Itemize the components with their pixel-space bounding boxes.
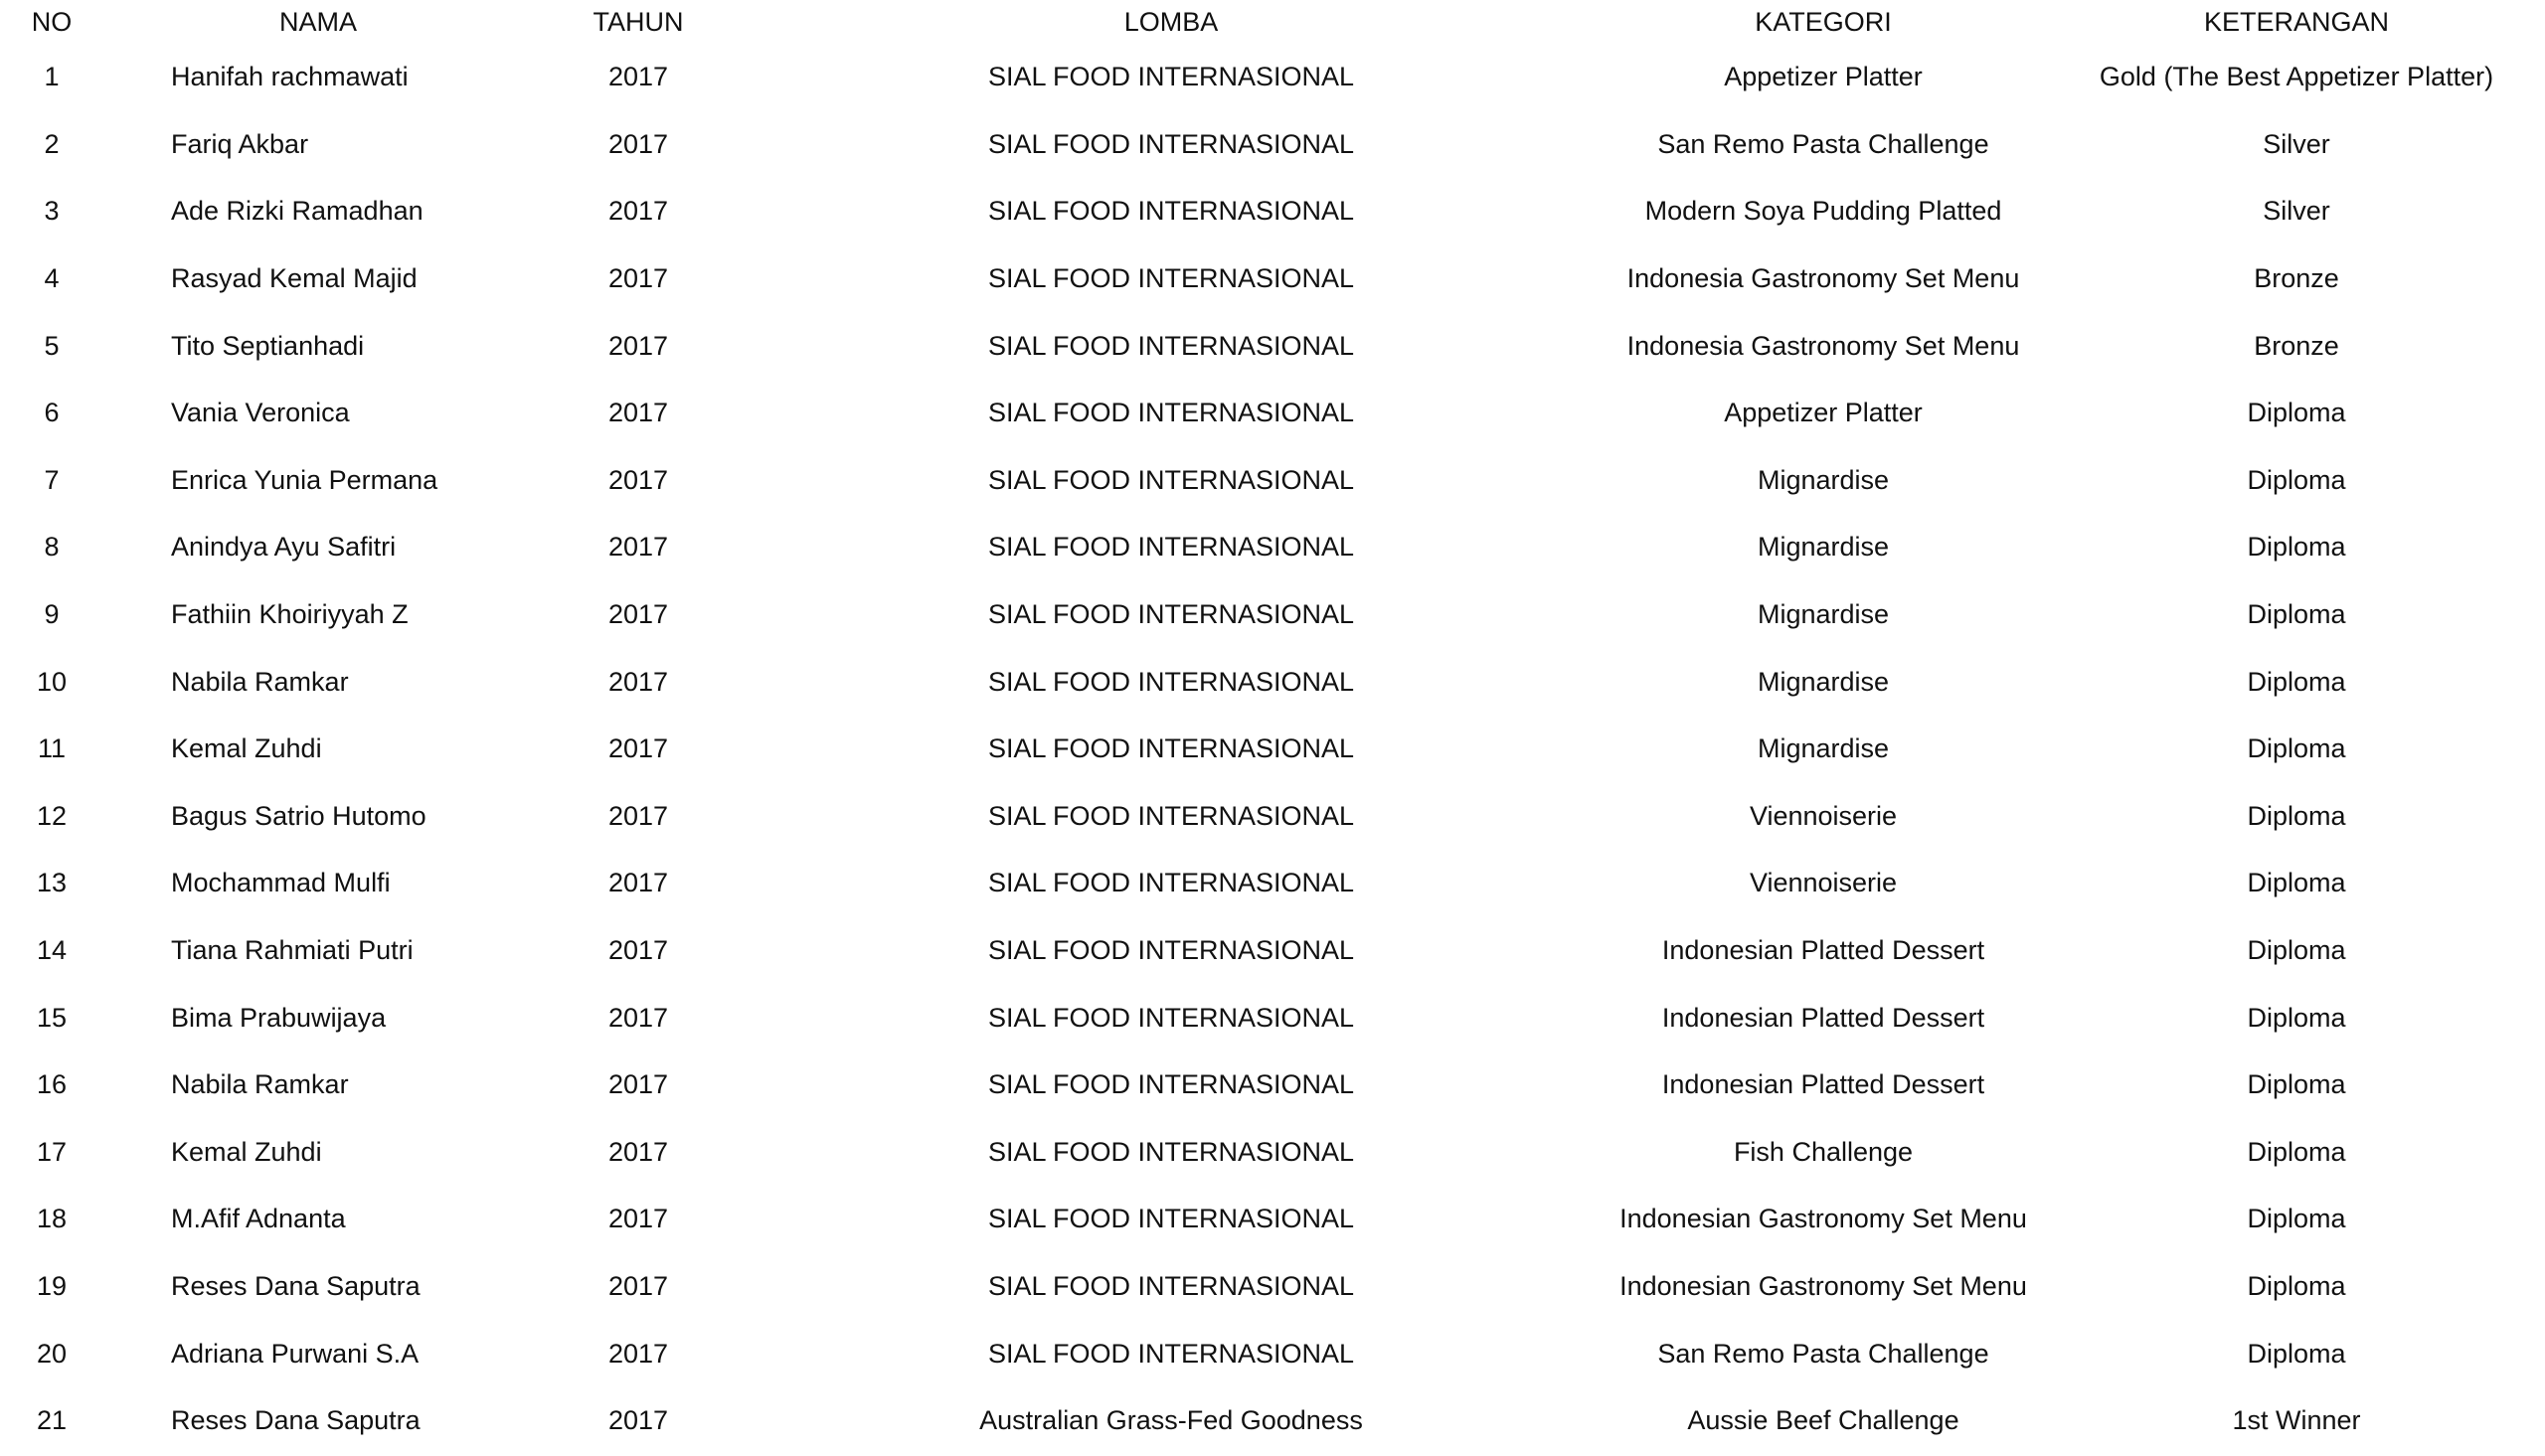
cell-kategori: Viennoiserie xyxy=(1749,868,1898,898)
header-row xyxy=(0,0,2545,44)
cell-tahun: 2017 xyxy=(607,196,669,227)
table-row xyxy=(0,178,2545,245)
cell-lomba: SIAL FOOD INTERNASIONAL xyxy=(987,733,1355,764)
cell-nama: Enrica Yunia Permana xyxy=(171,464,438,495)
cell-nama: Bima Prabuwijaya xyxy=(171,1002,387,1033)
cell-no: 8 xyxy=(44,532,60,563)
cell-tahun: 2017 xyxy=(607,1338,669,1369)
table-row xyxy=(0,111,2545,179)
cell-no: 4 xyxy=(44,263,60,294)
table-row xyxy=(0,783,2545,851)
cell-keterangan: Diploma xyxy=(2247,1270,2346,1301)
cell-kategori: San Remo Pasta Challenge xyxy=(1657,1338,1989,1369)
cell-no: 21 xyxy=(36,1405,68,1436)
cell-kategori: Indonesian Gastronomy Set Menu xyxy=(1619,1270,2027,1301)
table-row xyxy=(0,447,2545,515)
cell-keterangan: Silver xyxy=(2263,196,2330,227)
cell-tahun: 2017 xyxy=(607,1270,669,1301)
cell-no: 5 xyxy=(44,330,60,361)
cell-tahun: 2017 xyxy=(607,330,669,361)
cell-lomba: SIAL FOOD INTERNASIONAL xyxy=(987,1270,1355,1301)
cell-nama: Ade Rizki Ramadhan xyxy=(171,196,424,227)
cell-nama: Tiana Rahmiati Putri xyxy=(171,935,414,966)
cell-nama: Kemal Zuhdi xyxy=(171,733,322,764)
cell-lomba: SIAL FOOD INTERNASIONAL xyxy=(987,128,1355,159)
cell-lomba: SIAL FOOD INTERNASIONAL xyxy=(987,398,1355,428)
cell-kategori: Appetizer Platter xyxy=(1724,398,1923,428)
table-row xyxy=(0,1186,2545,1253)
cell-no: 3 xyxy=(44,196,60,227)
cell-lomba: SIAL FOOD INTERNASIONAL xyxy=(987,1136,1355,1167)
cell-tahun: 2017 xyxy=(607,800,669,831)
cell-keterangan: Gold (The Best Appetizer Platter) xyxy=(2099,62,2494,92)
cell-keterangan: Diploma xyxy=(2247,398,2346,428)
cell-no: 12 xyxy=(36,800,68,831)
table-row xyxy=(0,850,2545,917)
cell-tahun: 2017 xyxy=(607,1069,669,1100)
cell-no: 20 xyxy=(36,1338,68,1369)
cell-kategori: Mignardise xyxy=(1757,599,1890,630)
cell-keterangan: Diploma xyxy=(2247,868,2346,898)
table-row xyxy=(0,1119,2545,1187)
table-row xyxy=(0,917,2545,985)
cell-lomba: SIAL FOOD INTERNASIONAL xyxy=(987,800,1355,831)
cell-tahun: 2017 xyxy=(607,1136,669,1167)
cell-keterangan: Diploma xyxy=(2247,1002,2346,1033)
cell-keterangan: Diploma xyxy=(2247,800,2346,831)
cell-lomba: SIAL FOOD INTERNASIONAL xyxy=(987,1338,1355,1369)
cell-keterangan: Diploma xyxy=(2247,1136,2346,1167)
cell-no: 2 xyxy=(44,128,60,159)
cell-tahun: 2017 xyxy=(607,868,669,898)
cell-no: 13 xyxy=(36,868,68,898)
table-row xyxy=(0,581,2545,649)
cell-kategori: Indonesia Gastronomy Set Menu xyxy=(1626,263,2020,294)
table-header xyxy=(0,0,2545,44)
cell-nama: Fariq Akbar xyxy=(171,128,309,159)
table-row xyxy=(0,716,2545,783)
cell-no: 11 xyxy=(37,733,67,764)
cell-lomba: SIAL FOOD INTERNASIONAL xyxy=(987,330,1355,361)
table-row xyxy=(0,984,2545,1052)
cell-keterangan: 1st Winner xyxy=(2232,1405,2361,1436)
cell-kategori: Indonesian Platted Dessert xyxy=(1661,935,1985,966)
cell-kategori: Aussie Beef Challenge xyxy=(1687,1405,1959,1436)
cell-keterangan: Silver xyxy=(2263,128,2330,159)
cell-lomba: SIAL FOOD INTERNASIONAL xyxy=(987,62,1355,92)
header-tahun: TAHUN xyxy=(593,6,684,37)
table-row xyxy=(0,1320,2545,1387)
cell-keterangan: Bronze xyxy=(2254,263,2339,294)
cell-tahun: 2017 xyxy=(607,263,669,294)
cell-lomba: SIAL FOOD INTERNASIONAL xyxy=(987,1002,1355,1033)
cell-lomba: SIAL FOOD INTERNASIONAL xyxy=(987,1069,1355,1100)
cell-no: 14 xyxy=(36,935,68,966)
cell-no: 19 xyxy=(36,1270,68,1301)
cell-kategori: Mignardise xyxy=(1757,733,1890,764)
header-keterangan: KETERANGAN xyxy=(2203,6,2390,37)
cell-lomba: SIAL FOOD INTERNASIONAL xyxy=(987,666,1355,697)
cell-nama: Kemal Zuhdi xyxy=(171,1136,322,1167)
cell-lomba: SIAL FOOD INTERNASIONAL xyxy=(987,196,1355,227)
cell-no: 6 xyxy=(44,398,60,428)
cell-nama: Vania Veronica xyxy=(171,398,350,428)
cell-nama: Anindya Ayu Safitri xyxy=(171,532,397,563)
cell-tahun: 2017 xyxy=(607,935,669,966)
cell-no: 1 xyxy=(44,62,60,92)
header-kategori: KATEGORI xyxy=(1755,6,1892,37)
header-no: NO xyxy=(31,6,73,37)
cell-kategori: Indonesian Gastronomy Set Menu xyxy=(1619,1204,2027,1234)
cell-tahun: 2017 xyxy=(607,599,669,630)
cell-no: 16 xyxy=(36,1069,68,1100)
cell-keterangan: Diploma xyxy=(2247,666,2346,697)
table-row xyxy=(0,312,2545,380)
cell-nama: Reses Dana Saputra xyxy=(171,1270,421,1301)
cell-nama: Mochammad Mulfi xyxy=(171,868,391,898)
cell-kategori: Indonesian Platted Dessert xyxy=(1661,1069,1985,1100)
cell-nama: Rasyad Kemal Majid xyxy=(171,263,418,294)
cell-nama: Tito Septianhadi xyxy=(171,330,365,361)
cell-tahun: 2017 xyxy=(607,128,669,159)
cell-lomba: SIAL FOOD INTERNASIONAL xyxy=(987,935,1355,966)
cell-keterangan: Diploma xyxy=(2247,1069,2346,1100)
cell-lomba: SIAL FOOD INTERNASIONAL xyxy=(987,532,1355,563)
cell-keterangan: Diploma xyxy=(2247,532,2346,563)
table-row xyxy=(0,514,2545,581)
cell-kategori: Modern Soya Pudding Platted xyxy=(1644,196,2002,227)
cell-kategori: Fish Challenge xyxy=(1733,1136,1914,1167)
cell-tahun: 2017 xyxy=(607,1002,669,1033)
cell-kategori: Indonesian Platted Dessert xyxy=(1661,1002,1985,1033)
cell-keterangan: Diploma xyxy=(2247,1204,2346,1234)
cell-tahun: 2017 xyxy=(607,733,669,764)
cell-kategori: Mignardise xyxy=(1757,464,1890,495)
cell-tahun: 2017 xyxy=(607,532,669,563)
cell-tahun: 2017 xyxy=(607,1405,669,1436)
cell-no: 9 xyxy=(44,599,60,630)
cell-keterangan: Bronze xyxy=(2254,330,2339,361)
cell-lomba: SIAL FOOD INTERNASIONAL xyxy=(987,599,1355,630)
cell-tahun: 2017 xyxy=(607,62,669,92)
header-lomba: LOMBA xyxy=(1123,6,1219,37)
cell-no: 17 xyxy=(36,1136,68,1167)
cell-tahun: 2017 xyxy=(607,1204,669,1234)
table-row xyxy=(0,1387,2545,1455)
cell-lomba: SIAL FOOD INTERNASIONAL xyxy=(987,1204,1355,1234)
cell-keterangan: Diploma xyxy=(2247,733,2346,764)
cell-nama: Reses Dana Saputra xyxy=(171,1405,421,1436)
cell-nama: Nabila Ramkar xyxy=(171,666,349,697)
cell-kategori: Mignardise xyxy=(1757,532,1890,563)
cell-kategori: San Remo Pasta Challenge xyxy=(1657,128,1989,159)
table-row xyxy=(0,648,2545,716)
cell-lomba: SIAL FOOD INTERNASIONAL xyxy=(987,263,1355,294)
cell-kategori: Viennoiserie xyxy=(1749,800,1898,831)
cell-no: 18 xyxy=(36,1204,68,1234)
cell-keterangan: Diploma xyxy=(2247,464,2346,495)
header-nama: NAMA xyxy=(278,6,357,37)
cell-kategori: Mignardise xyxy=(1757,666,1890,697)
cell-no: 7 xyxy=(44,464,60,495)
cell-keterangan: Diploma xyxy=(2247,1338,2346,1369)
cell-tahun: 2017 xyxy=(607,464,669,495)
table-body xyxy=(0,44,2545,1454)
cell-kategori: Appetizer Platter xyxy=(1724,62,1923,92)
cell-tahun: 2017 xyxy=(607,398,669,428)
table-row xyxy=(0,1253,2545,1321)
cell-lomba: SIAL FOOD INTERNASIONAL xyxy=(987,868,1355,898)
cell-nama: Hanifah rachmawati xyxy=(171,62,409,92)
table-row xyxy=(0,1052,2545,1119)
cell-nama: Nabila Ramkar xyxy=(171,1069,349,1100)
cell-no: 15 xyxy=(36,1002,68,1033)
cell-lomba: SIAL FOOD INTERNASIONAL xyxy=(987,464,1355,495)
cell-keterangan: Diploma xyxy=(2247,599,2346,630)
cell-lomba: Australian Grass-Fed Goodness xyxy=(979,1405,1363,1436)
cell-tahun: 2017 xyxy=(607,666,669,697)
cell-nama: Adriana Purwani S.A xyxy=(171,1338,420,1369)
cell-keterangan: Diploma xyxy=(2247,935,2346,966)
table-row xyxy=(0,44,2545,111)
cell-kategori: Indonesia Gastronomy Set Menu xyxy=(1626,330,2020,361)
table-row xyxy=(0,245,2545,313)
cell-nama: Fathiin Khoiriyyah Z xyxy=(171,599,409,630)
table-row xyxy=(0,380,2545,447)
cell-nama: M.Afif Adnanta xyxy=(171,1204,346,1234)
cell-no: 10 xyxy=(36,666,68,697)
cell-nama: Bagus Satrio Hutomo xyxy=(171,800,426,831)
